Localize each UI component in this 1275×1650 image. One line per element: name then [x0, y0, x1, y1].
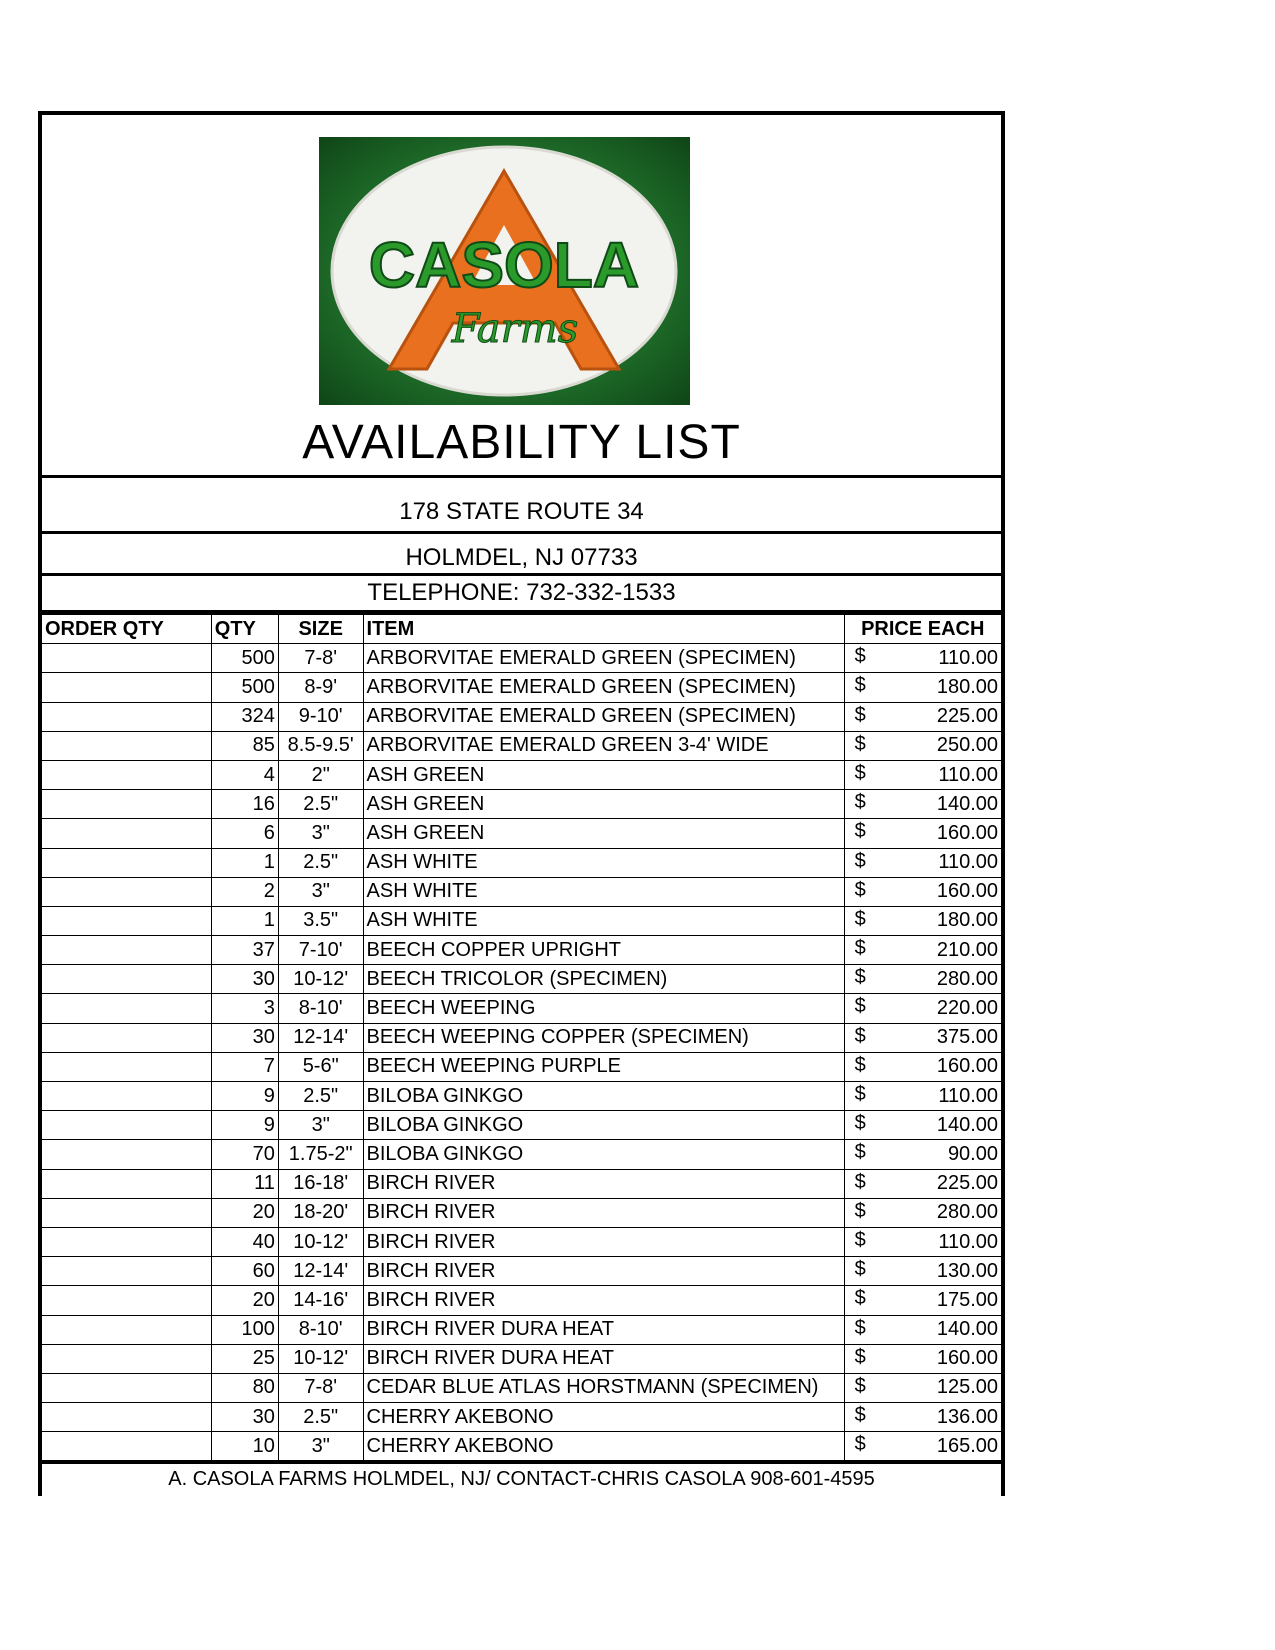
col-qty: QTY [211, 615, 278, 644]
currency-symbol: $ [854, 1170, 866, 1193]
item-cell: BEECH WEEPING [363, 994, 844, 1023]
qty-cell: 4 [211, 760, 278, 789]
price-amount: 125.00 [936, 1376, 998, 1399]
price-cell [844, 1169, 1001, 1198]
currency-symbol: $ [854, 791, 866, 814]
qty-cell: 1 [211, 906, 278, 935]
table-row [42, 965, 1001, 994]
order-qty-cell[interactable] [42, 848, 211, 877]
availability-table [42, 614, 1001, 1461]
price-amount: 140.00 [936, 792, 998, 815]
table-row [42, 1315, 1001, 1344]
price-cell [844, 673, 1001, 702]
size-cell: 3" [278, 1432, 363, 1461]
price-amount: 160.00 [936, 821, 998, 844]
size-cell: 2.5" [278, 1403, 363, 1432]
table-row [42, 644, 1001, 673]
currency-symbol: $ [854, 1199, 866, 1222]
table-row [42, 1432, 1001, 1461]
price-amount: 110.00 [938, 763, 998, 786]
qty-cell: 9 [211, 1111, 278, 1140]
price-cell [844, 1403, 1001, 1432]
item-cell: ARBORVITAE EMERALD GREEN (SPECIMEN) [363, 644, 844, 673]
currency-symbol: $ [854, 1345, 866, 1368]
price-cell [844, 1111, 1001, 1140]
currency-symbol: $ [854, 966, 866, 989]
order-qty-cell[interactable] [42, 760, 211, 789]
size-cell: 3.5" [278, 906, 363, 935]
qty-cell: 20 [211, 1286, 278, 1315]
table-row [42, 848, 1001, 877]
currency-symbol: $ [854, 937, 866, 960]
item-cell: BEECH WEEPING COPPER (SPECIMEN) [363, 1023, 844, 1052]
currency-symbol: $ [854, 995, 866, 1018]
price-cell [844, 1432, 1001, 1461]
item-cell: ASH GREEN [363, 760, 844, 789]
currency-symbol: $ [854, 1404, 866, 1427]
size-cell: 3" [278, 819, 363, 848]
table-body [42, 644, 1001, 1461]
currency-symbol: $ [854, 1228, 866, 1251]
price-cell [844, 760, 1001, 789]
price-cell [844, 819, 1001, 848]
price-amount: 160.00 [936, 1347, 998, 1370]
qty-cell: 11 [211, 1169, 278, 1198]
price-amount: 280.00 [936, 1201, 998, 1224]
currency-symbol: $ [854, 674, 866, 697]
currency-symbol: $ [854, 1112, 866, 1135]
price-amount: 160.00 [936, 880, 998, 903]
currency-symbol: $ [854, 645, 866, 668]
qty-cell: 10 [211, 1432, 278, 1461]
table-row [42, 994, 1001, 1023]
order-qty-cell[interactable] [42, 819, 211, 848]
size-cell: 10-12' [278, 965, 363, 994]
item-cell: ASH WHITE [363, 906, 844, 935]
order-qty-cell[interactable] [42, 877, 211, 906]
table-row [42, 1286, 1001, 1315]
table-row [42, 1198, 1001, 1227]
qty-cell: 6 [211, 819, 278, 848]
qty-cell: 9 [211, 1082, 278, 1111]
size-cell: 18-20' [278, 1198, 363, 1227]
item-cell: BIRCH RIVER [363, 1227, 844, 1256]
order-qty-cell[interactable] [42, 1111, 211, 1140]
price-amount: 140.00 [936, 1318, 998, 1341]
size-cell: 16-18' [278, 1169, 363, 1198]
item-cell: BILOBA GINKGO [363, 1111, 844, 1140]
item-cell: ASH GREEN [363, 790, 844, 819]
qty-cell: 40 [211, 1227, 278, 1256]
item-cell: ASH WHITE [363, 877, 844, 906]
table-row [42, 790, 1001, 819]
table-row [42, 1082, 1001, 1111]
table-row [42, 1257, 1001, 1286]
table-row [42, 936, 1001, 965]
table-header-row [42, 615, 1001, 644]
price-amount: 250.00 [936, 734, 998, 757]
size-cell: 2.5" [278, 790, 363, 819]
price-cell [844, 965, 1001, 994]
table-row [42, 1227, 1001, 1256]
size-cell: 2" [278, 760, 363, 789]
price-cell [844, 877, 1001, 906]
item-cell: BEECH COPPER UPRIGHT [363, 936, 844, 965]
col-order-qty: ORDER QTY [42, 615, 211, 644]
table-row [42, 1373, 1001, 1402]
item-cell: BEECH TRICOLOR (SPECIMEN) [363, 965, 844, 994]
size-cell: 3" [278, 877, 363, 906]
size-cell: 12-14' [278, 1023, 363, 1052]
currency-symbol: $ [854, 878, 866, 901]
order-qty-cell[interactable] [42, 1227, 211, 1256]
currency-symbol: $ [854, 1083, 866, 1105]
item-cell: ARBORVITAE EMERALD GREEN (SPECIMEN) [363, 673, 844, 702]
currency-symbol: $ [854, 1258, 866, 1281]
item-cell: ARBORVITAE EMERALD GREEN 3-4' WIDE [363, 731, 844, 760]
table-row [42, 877, 1001, 906]
table-row [42, 1052, 1001, 1081]
item-cell: CEDAR BLUE ATLAS HORSTMANN (SPECIMEN) [363, 1373, 844, 1402]
currency-symbol: $ [854, 1433, 866, 1456]
table-row [42, 906, 1001, 935]
price-cell [844, 1140, 1001, 1169]
qty-cell: 100 [211, 1315, 278, 1344]
currency-symbol: $ [854, 1024, 866, 1047]
price-cell [844, 702, 1001, 731]
price-cell [844, 1052, 1001, 1081]
item-cell: ARBORVITAE EMERALD GREEN (SPECIMEN) [363, 702, 844, 731]
order-qty-cell[interactable] [42, 1082, 211, 1111]
price-amount: 140.00 [936, 1113, 998, 1136]
price-cell [844, 936, 1001, 965]
size-cell: 3" [278, 1111, 363, 1140]
size-cell: 8.5-9.5' [278, 731, 363, 760]
order-qty-cell[interactable] [42, 1403, 211, 1432]
size-cell: 8-9' [278, 673, 363, 702]
price-cell [844, 1286, 1001, 1315]
casola-farms-logo [319, 137, 690, 405]
price-amount: 90.00 [947, 1142, 998, 1165]
price-amount: 175.00 [936, 1288, 998, 1311]
size-cell: 10-12' [278, 1227, 363, 1256]
qty-cell: 500 [211, 644, 278, 673]
size-cell: 7-8' [278, 644, 363, 673]
order-qty-cell[interactable] [42, 702, 211, 731]
order-qty-cell[interactable] [42, 1023, 211, 1052]
order-qty-cell[interactable] [42, 1315, 211, 1344]
order-qty-cell[interactable] [42, 673, 211, 702]
order-qty-cell[interactable] [42, 731, 211, 760]
price-amount: 165.00 [936, 1434, 998, 1457]
order-qty-cell[interactable] [42, 1052, 211, 1081]
svg-text:CASOLA: CASOLA [368, 229, 640, 301]
order-qty-cell[interactable] [42, 1344, 211, 1373]
table-row [42, 702, 1001, 731]
currency-symbol: $ [854, 820, 866, 843]
address-line-2: HOLMDEL, NJ 07733 [42, 534, 1001, 576]
page-title: AVAILABILITY LIST [302, 416, 741, 469]
qty-cell: 37 [211, 936, 278, 965]
table-row [42, 673, 1001, 702]
col-item: ITEM [363, 615, 844, 644]
qty-cell: 30 [211, 1023, 278, 1052]
order-qty-cell[interactable] [42, 790, 211, 819]
order-qty-cell[interactable] [42, 1432, 211, 1461]
col-price-each: PRICE EACH [844, 615, 1001, 644]
qty-cell: 3 [211, 994, 278, 1023]
qty-cell: 80 [211, 1373, 278, 1402]
price-cell [844, 1373, 1001, 1402]
table-row [42, 1023, 1001, 1052]
table-row [42, 1140, 1001, 1169]
order-qty-cell[interactable] [42, 936, 211, 965]
item-cell: CHERRY AKEBONO [363, 1403, 844, 1432]
price-amount: 136.00 [936, 1405, 998, 1428]
order-qty-cell[interactable] [42, 1373, 211, 1402]
size-cell: 7-8' [278, 1373, 363, 1402]
order-qty-cell[interactable] [42, 1169, 211, 1198]
item-cell: BEECH WEEPING PURPLE [363, 1052, 844, 1081]
address-line-1: 178 STATE ROUTE 34 [42, 478, 1001, 534]
header-block [42, 115, 1001, 478]
price-cell [844, 1082, 1001, 1111]
item-cell: CHERRY AKEBONO [363, 1432, 844, 1461]
size-cell: 10-12' [278, 1344, 363, 1373]
price-cell [844, 790, 1001, 819]
price-cell [844, 1344, 1001, 1373]
order-qty-cell[interactable] [42, 965, 211, 994]
currency-symbol: $ [854, 1316, 866, 1339]
footer-contact: A. CASOLA FARMS HOLMDEL, NJ/ CONTACT-CHRIS CASOLA 908-601-4595 [42, 1461, 1001, 1496]
price-amount: 110.00 [938, 1084, 998, 1107]
currency-symbol: $ [854, 732, 866, 755]
qty-cell: 25 [211, 1344, 278, 1373]
qty-cell: 2 [211, 877, 278, 906]
item-cell: BIRCH RIVER [363, 1169, 844, 1198]
currency-symbol: $ [854, 703, 866, 726]
currency-symbol: $ [854, 761, 866, 784]
order-qty-cell[interactable] [42, 1257, 211, 1286]
table-row [42, 1403, 1001, 1432]
size-cell: 9-10' [278, 702, 363, 731]
availability-sheet [38, 111, 1005, 1496]
price-cell [844, 1257, 1001, 1286]
currency-symbol: $ [854, 1053, 866, 1076]
price-cell [844, 994, 1001, 1023]
order-qty-cell[interactable] [42, 1198, 211, 1227]
qty-cell: 85 [211, 731, 278, 760]
size-cell: 1.75-2" [278, 1140, 363, 1169]
order-qty-cell[interactable] [42, 644, 211, 673]
item-cell: BIRCH RIVER DURA HEAT [363, 1315, 844, 1344]
item-cell: BIRCH RIVER [363, 1257, 844, 1286]
svg-text:Farms: Farms [451, 306, 579, 352]
price-cell [844, 906, 1001, 935]
table-row [42, 1111, 1001, 1140]
price-amount: 375.00 [936, 1026, 998, 1049]
size-cell: 14-16' [278, 1286, 363, 1315]
size-cell: 2.5" [278, 1082, 363, 1111]
qty-cell: 70 [211, 1140, 278, 1169]
item-cell: BIRCH RIVER [363, 1198, 844, 1227]
price-amount: 280.00 [936, 967, 998, 990]
item-cell: BILOBA GINKGO [363, 1082, 844, 1111]
price-amount: 220.00 [936, 997, 998, 1020]
item-cell: BIRCH RIVER [363, 1286, 844, 1315]
price-amount: 225.00 [936, 705, 998, 728]
item-cell: BILOBA GINKGO [363, 1140, 844, 1169]
col-size: SIZE [278, 615, 363, 644]
price-amount: 110.00 [938, 851, 998, 874]
qty-cell: 30 [211, 1403, 278, 1432]
table-row [42, 819, 1001, 848]
price-amount: 225.00 [936, 1172, 998, 1195]
table-row [42, 1169, 1001, 1198]
currency-symbol: $ [854, 1287, 866, 1310]
price-amount: 180.00 [936, 909, 998, 932]
currency-symbol: $ [854, 1141, 866, 1164]
price-amount: 210.00 [936, 938, 998, 961]
qty-cell: 20 [211, 1198, 278, 1227]
order-qty-cell[interactable] [42, 1140, 211, 1169]
table-row [42, 760, 1001, 789]
order-qty-cell[interactable] [42, 906, 211, 935]
qty-cell: 60 [211, 1257, 278, 1286]
size-cell: 2.5" [278, 848, 363, 877]
table-row [42, 731, 1001, 760]
size-cell: 7-10' [278, 936, 363, 965]
item-cell: ASH WHITE [363, 848, 844, 877]
item-cell: ASH GREEN [363, 819, 844, 848]
price-cell [844, 644, 1001, 673]
currency-symbol: $ [854, 907, 866, 930]
size-cell: 8-10' [278, 994, 363, 1023]
table-row [42, 1344, 1001, 1373]
logo-graphic [319, 137, 690, 405]
currency-symbol: $ [854, 1374, 866, 1397]
qty-cell: 16 [211, 790, 278, 819]
order-qty-cell[interactable] [42, 1286, 211, 1315]
price-amount: 110.00 [938, 646, 998, 669]
price-cell [844, 1198, 1001, 1227]
price-amount: 130.00 [936, 1259, 998, 1282]
price-cell [844, 1227, 1001, 1256]
size-cell: 5-6" [278, 1052, 363, 1081]
order-qty-cell[interactable] [42, 994, 211, 1023]
price-cell [844, 731, 1001, 760]
price-cell [844, 1023, 1001, 1052]
price-amount: 110.00 [938, 1230, 998, 1253]
qty-cell: 324 [211, 702, 278, 731]
price-amount: 180.00 [936, 675, 998, 698]
telephone: TELEPHONE: 732-332-1533 [42, 576, 1001, 614]
item-cell: BIRCH RIVER DURA HEAT [363, 1344, 844, 1373]
currency-symbol: $ [854, 849, 866, 872]
qty-cell: 1 [211, 848, 278, 877]
price-cell [844, 848, 1001, 877]
price-cell [844, 1315, 1001, 1344]
qty-cell: 30 [211, 965, 278, 994]
qty-cell: 500 [211, 673, 278, 702]
qty-cell: 7 [211, 1052, 278, 1081]
price-amount: 160.00 [936, 1055, 998, 1078]
size-cell: 8-10' [278, 1315, 363, 1344]
size-cell: 12-14' [278, 1257, 363, 1286]
